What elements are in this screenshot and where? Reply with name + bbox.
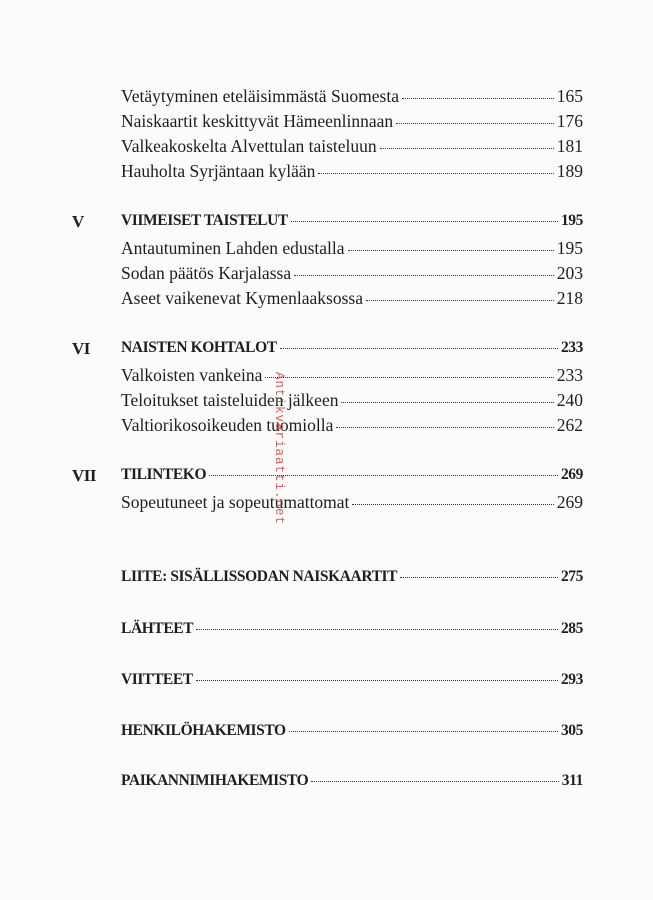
entry-page: 176: [556, 111, 583, 131]
entry-title: Valkeakoskelta Alvettulan taisteluun: [121, 136, 377, 156]
toc-entry: [0, 390, 653, 416]
entry-title: NAISTEN KOHTALOT: [121, 339, 277, 356]
dot-leader: [380, 148, 554, 149]
dot-leader: [400, 577, 558, 578]
toc-entry: [0, 772, 653, 798]
toc-entry: [0, 136, 653, 162]
entry-page: 311: [561, 772, 583, 789]
dot-leader: [352, 504, 553, 505]
dot-leader: [291, 221, 558, 222]
toc-entry: [0, 161, 653, 187]
entry-title: TILINTEKO: [121, 466, 207, 483]
entry-page: 233: [560, 339, 583, 356]
entry-title: Valtiorikosoikeuden tuomiolla: [121, 415, 334, 435]
toc-entry: [0, 620, 653, 646]
entry-title: VIIMEISET TAISTELUT: [121, 212, 288, 229]
toc-entry: [0, 263, 653, 289]
dot-leader: [265, 377, 553, 378]
entry-page: 285: [560, 620, 583, 637]
toc-entry: [0, 722, 653, 748]
toc-entry: [0, 568, 653, 594]
toc-entry: [0, 86, 653, 112]
entry-page: 275: [560, 568, 583, 585]
entry-page: 218: [556, 288, 583, 308]
dot-leader: [311, 781, 558, 782]
dot-leader: [396, 123, 554, 124]
entry-page: 189: [556, 161, 583, 181]
chapter-number: VII: [72, 466, 97, 485]
entry-title: Vetäytyminen eteläisimmästä Suomesta: [121, 86, 399, 106]
dot-leader: [280, 348, 558, 349]
dot-leader: [209, 475, 558, 476]
toc-entry: [0, 365, 653, 391]
entry-page: 195: [556, 238, 583, 258]
entry-title: Aseet vaikenevat Kymenlaaksossa: [121, 288, 364, 308]
toc-entry: [0, 492, 653, 518]
entry-title: Hauholta Syrjäntaan kylään: [121, 161, 316, 181]
toc-entry: [0, 339, 653, 365]
dot-leader: [341, 402, 553, 403]
toc-entry: [0, 238, 653, 264]
dot-leader: [294, 275, 554, 276]
dot-leader: [196, 680, 558, 681]
toc-entry: [0, 671, 653, 697]
entry-title: LIITE: SISÄLLISSODAN NAISKAARTIT: [121, 568, 398, 585]
entry-page: 233: [556, 365, 583, 385]
entry-page: 262: [556, 415, 583, 435]
entry-title: Teloitukset taisteluiden jälkeen: [121, 390, 339, 410]
entry-title: Sopeutuneet ja sopeutumattomat: [121, 492, 350, 512]
toc-entry: [0, 466, 653, 492]
entry-title: VIITTEET: [121, 671, 193, 688]
toc-entry: [0, 212, 653, 238]
entry-page: 181: [556, 136, 583, 156]
dot-leader: [402, 98, 554, 99]
entry-page: 195: [560, 212, 583, 229]
toc-entry: [0, 415, 653, 441]
entry-title: PAIKANNIMIHAKEMISTO: [121, 772, 309, 789]
chapter-number: V: [72, 212, 84, 231]
entry-page: 165: [556, 86, 583, 106]
dot-leader: [336, 427, 553, 428]
toc-entry: [0, 111, 653, 137]
entry-title: LÄHTEET: [121, 620, 194, 637]
dot-leader: [196, 629, 558, 630]
entry-page: 269: [560, 466, 583, 483]
dot-leader: [318, 173, 553, 174]
entry-title: Valkoisten vankeina: [121, 365, 263, 385]
chapter-number: VI: [72, 339, 90, 358]
entry-page: 293: [560, 671, 583, 688]
entry-page: 269: [556, 492, 583, 512]
dot-leader: [348, 250, 554, 251]
entry-title: HENKILÖHAKEMISTO: [121, 722, 286, 739]
entry-page: 305: [560, 722, 583, 739]
dot-leader: [366, 300, 554, 301]
toc-entry: [0, 288, 653, 314]
entry-page: 203: [556, 263, 583, 283]
entry-title: Naiskaartit keskittyvät Hämeenlinnaan: [121, 111, 394, 131]
entry-page: 240: [556, 390, 583, 410]
dot-leader: [289, 731, 558, 732]
watermark: Antikvariaatti.net: [272, 372, 286, 526]
entry-title: Sodan päätös Karjalassa: [121, 263, 292, 283]
entry-title: Antautuminen Lahden edustalla: [121, 238, 345, 258]
